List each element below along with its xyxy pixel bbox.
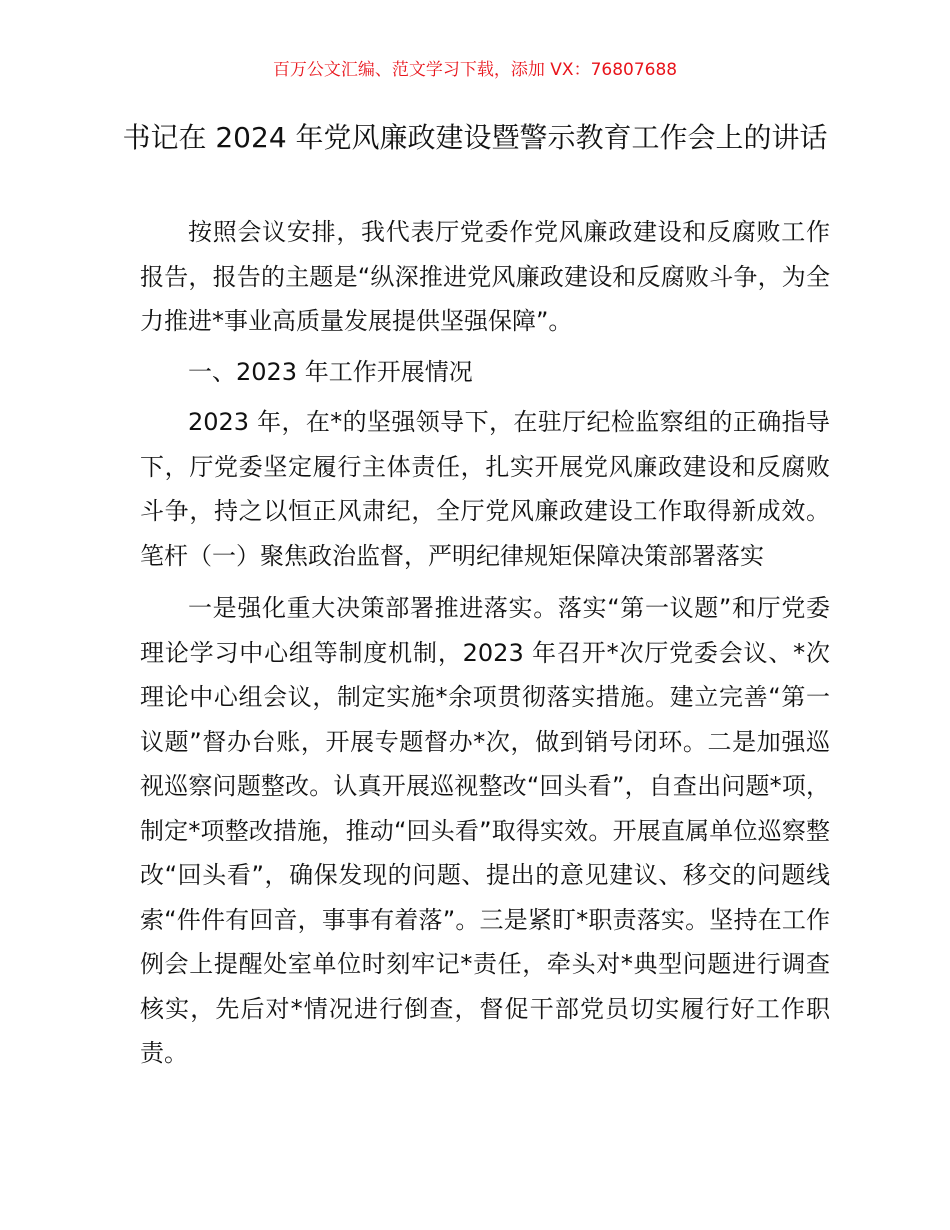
document-title: 书记在 2024 年党风廉政建设暨警示教育工作会上的讲话: [122, 121, 828, 154]
detail-paragraph: 一是强化重大决策部署推进落实。落实“第一议题”和厅党委理论学习中心组等制度机制，2023 年召开*次厅党委会议、*次理论中心组会议，制定实施*余项贯彻落实措施。建立完善“第一议题”督办台账，开展专题督办*次，做到销号闭环。二是加强巡视巡察问题整改。认真开展巡视整改“回头看”，自查出问题*项，制定*项整改措施，推动“回头看”取得实效。开展直属单位巡察整改“回头看”，确保发现的问题、提出的意见建议、移交的问题线索“件件有回音，事事有着落”。三是紧盯*职责落实。坚持在工作例会上提醒处室单位时刻牢记*责任，牵头对*典型问题进行调查核实，先后对*情况进行倒查，督促干部党员切实履行好工作职责。: [140, 594, 830, 1067]
section-heading: 一、2023 年工作开展情况: [188, 357, 473, 386]
promo-banner: 百万公文汇编、范文学习下载，添加 VX：76807688: [272, 60, 678, 80]
overview-paragraph: 2023 年，在*的坚强领导下，在驻厅纪检监察组的正确指导下，厅党委坚定履行主体责任，扎实开展党风廉政建设和反腐败斗争，持之以恒正风肃纪，全厅党风廉政建设工作取得新成效。笔杆（一）聚焦政治监督，严明纪律规矩保障决策部署落实: [140, 408, 830, 570]
intro-paragraph: 按照会议安排，我代表厅党委作党风廉政建设和反腐败工作报告，报告的主题是“纵深推进党风廉政建设和反腐败斗争，为全力推进*事业高质量发展提供坚强保障”。: [140, 218, 830, 335]
document-body: [140, 210, 830, 1076]
